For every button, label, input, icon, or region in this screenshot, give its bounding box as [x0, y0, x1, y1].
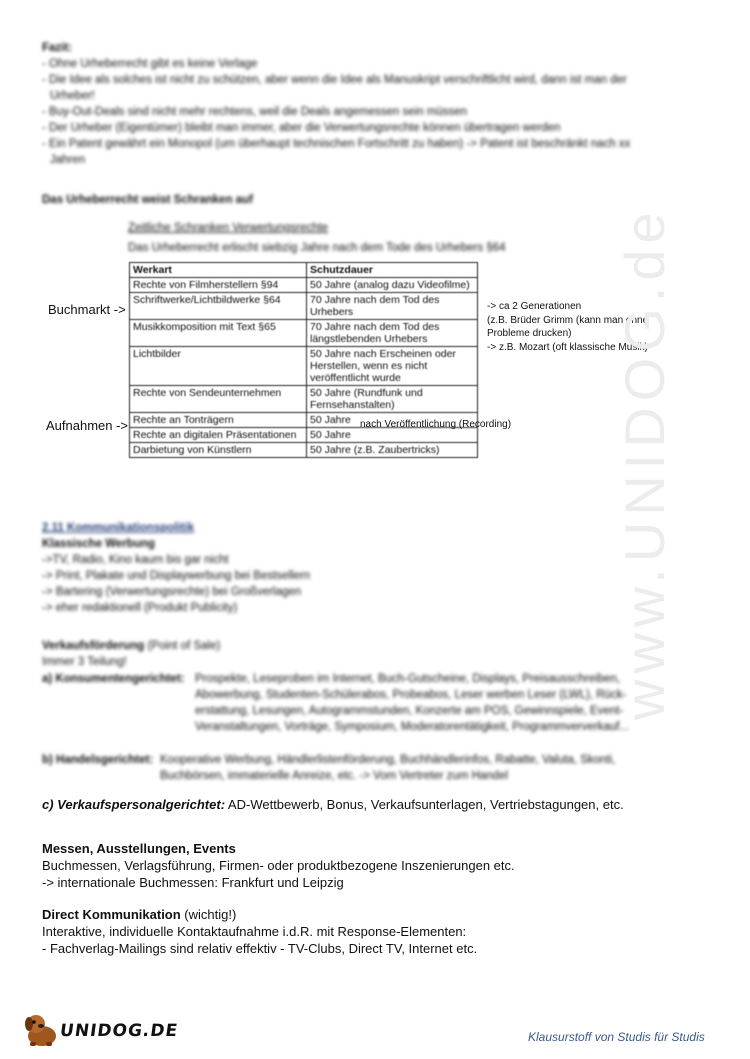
- logo-text: UNIDOG.DE: [58, 1021, 180, 1041]
- table-cell: 50 Jahre: [307, 428, 478, 443]
- annotation-buchmarkt: Buchmarkt ->: [48, 302, 126, 317]
- kommunikation-heading: 2.11 Kommunikationspolitik: [42, 522, 195, 534]
- table-cell: 50 Jahre nach Erscheinen oder Herstellen, wenn es nicht veröffentlicht wurde: [307, 347, 478, 386]
- verkauf-a-label: a) Konsumentengerichtet:: [42, 673, 185, 685]
- table-cell: Rechte an digitalen Präsentationen: [130, 428, 307, 443]
- direct-line: Interaktive, individuelle Kontaktaufnahme i.d.R. mit Response-Elementen:: [42, 924, 467, 939]
- table-header-row: [130, 263, 478, 278]
- fazit-line: - Ein Patent gewährt ein Monopol (um überhaupt technischen Fortschritt zu haben) -> Patent ist beschränkt nach xx: [42, 138, 631, 150]
- table-row: [130, 293, 478, 320]
- messen-section: [42, 840, 722, 891]
- table-cell: Rechte von Sendeunternehmen: [130, 386, 307, 413]
- fazit-line: - Ohne Urheberrecht gibt es keine Verlage: [42, 58, 258, 70]
- table-row: [130, 443, 478, 458]
- table-row: [130, 320, 478, 347]
- verkauf-a-line: Veranstaltungen, Vorträge, Symposium, Moderatorentätigkeit, Programmververkauf...: [195, 721, 630, 733]
- fazit-heading: Fazit:: [42, 42, 73, 54]
- fazit-line: - Die Idee als solches ist nicht zu schützen, aber wenn die Idee als Manuskript verschriftlicht wird, dann ist man der: [42, 74, 627, 86]
- note-line: Probleme drucken): [487, 328, 572, 339]
- note-line: -> z.B. Mozart (oft klassische Musik): [487, 341, 648, 353]
- verkauf-heading: Verkaufsförderung: [42, 640, 145, 652]
- verkauf-b-line: Kooperative Werbung, Händlerlistenförderung, Buchhändlerinfos, Rabatte, Valuta, Skonti,: [160, 754, 616, 766]
- fazit-line: Jahren: [50, 154, 86, 166]
- table-cell: Musikkomposition mit Text §65: [130, 320, 307, 347]
- table-cell: Rechte von Filmherstellern §94: [130, 278, 307, 293]
- verkauf-section: [42, 638, 702, 670]
- kommunikation-line: ->TV, Radio, Kino kaum bis gar nicht: [42, 554, 229, 566]
- table-header-schutzdauer: Schutzdauer: [307, 263, 478, 278]
- table-cell: 70 Jahre nach dem Tod des längstlebenden Urhebers: [307, 320, 478, 347]
- verkauf-heading-extra: (Point of Sale): [147, 640, 221, 652]
- direct-heading-extra: (wichtig!): [180, 907, 237, 922]
- verkauf-c-label: c) Verkaufspersonalgerichtet:: [42, 797, 226, 812]
- unidog-logo: [22, 1012, 182, 1048]
- table-row: [130, 347, 478, 386]
- verkauf-b-label: b) Handelsgerichtet:: [42, 754, 154, 766]
- note-line: (z.B. Brüder Grimm (kann man ohne: [487, 314, 649, 326]
- table-cell: Schriftwerke/Lichtbildwerke §64: [130, 293, 307, 320]
- klassische-werbung-heading: Klassische Werbung: [42, 538, 155, 550]
- footer-tagline: Klausurstoff von Studis für Studis: [528, 1030, 705, 1044]
- verkauf-c-line: [42, 796, 722, 813]
- annotation-recording: nach Veröffentlichung (Recording): [360, 419, 512, 430]
- table-cell: 70 Jahre nach dem Tod des Urhebers: [307, 293, 478, 320]
- verkauf-line: Immer 3 Teilung!: [42, 656, 127, 668]
- verkauf-a-block: [195, 671, 695, 735]
- kommunikation-section: [42, 520, 642, 616]
- kommunikation-line: -> Print, Plakate und Displaywerbung bei Bestsellern: [42, 570, 311, 582]
- table-row: [130, 386, 478, 413]
- table-cell: 50 Jahre: [307, 413, 478, 428]
- verkauf-c-text: AD-Wettbewerb, Bonus, Verkaufsunterlagen, Vertriebstagungen, etc.: [225, 797, 624, 812]
- schranken-sub1: Zeitliche Schranken Verwertungsrechte: [128, 222, 329, 234]
- table-row: [130, 278, 478, 293]
- schranken-sub2: Das Urheberrecht erlischt siebzig Jahre nach dem Tode des Urhebers §64: [128, 242, 506, 254]
- verkauf-b-block: [160, 752, 705, 784]
- annotation-aufnahmen: Aufnahmen ->: [46, 418, 129, 433]
- verkauf-a-line: Abowerbung, Studenten-Schülerabos, Probeabos, Leser werben Leser (LWL), Rück-: [195, 689, 627, 701]
- messen-line: Buchmessen, Verlagsführung, Firmen- oder produktbezogene Inszenierungen etc.: [42, 858, 515, 873]
- kommunikation-line: -> Bartering (Verwertungsrechte) bei Großverlagen: [42, 586, 302, 598]
- direct-line: - Fachverlag-Mailings sind relativ effektiv - TV-Clubs, Direct TV, Internet etc.: [42, 941, 478, 956]
- fazit-line: - Buy-Out-Deals sind nicht mehr rechtens, weil die Deals angemessen sein müssen: [42, 106, 468, 118]
- schranken-heading: Das Urheberrecht weist Schranken auf: [42, 194, 253, 206]
- verkauf-b-line: Buchbörsen, immaterielle Anreize, etc. -> Vom Vertreter zum Handel: [160, 770, 509, 782]
- kommunikation-line: -> eher redaktionell (Produkt Publicity): [42, 602, 238, 614]
- watermark-text: www.UNIDOG.de: [613, 206, 676, 720]
- direct-heading: Direct Kommunikation: [42, 907, 181, 922]
- table-cell: Lichtbilder: [130, 347, 307, 386]
- verkauf-a-line: Prospekte, Leseproben im Internet, Buch-Gutscheine, Displays, Preisausschreiben,: [195, 673, 621, 685]
- table-cell: Darbietung von Künstlern: [130, 443, 307, 458]
- fazit-section: [42, 40, 712, 168]
- fazit-line: - Der Urheber (Eigentümer) bleibt man immer, aber die Verwertungsrechte können übertragen werden: [42, 122, 561, 134]
- messen-line: -> internationale Buchmessen: Frankfurt und Leipzig: [42, 875, 344, 890]
- table-header-werkart: Werkart: [130, 263, 307, 278]
- fazit-line: Urheber!: [50, 90, 95, 102]
- table-cell: 50 Jahre (analog dazu Videofilme): [307, 278, 478, 293]
- direct-section: [42, 906, 722, 957]
- verkauf-a-line: erstattung, Lesungen, Autogrammstunden, Konzerte am POS, Gewinnspiele, Event-: [195, 705, 624, 717]
- table-cell: 50 Jahre (z.B. Zaubertricks): [307, 443, 478, 458]
- note-line: -> ca 2 Generationen: [487, 301, 582, 312]
- messen-heading: Messen, Ausstellungen, Events: [42, 841, 236, 856]
- dog-icon: [22, 1012, 62, 1048]
- table-cell: Rechte an Tonträgern: [130, 413, 307, 428]
- table-cell: 50 Jahre (Rundfunk und Fernsehanstalten): [307, 386, 478, 413]
